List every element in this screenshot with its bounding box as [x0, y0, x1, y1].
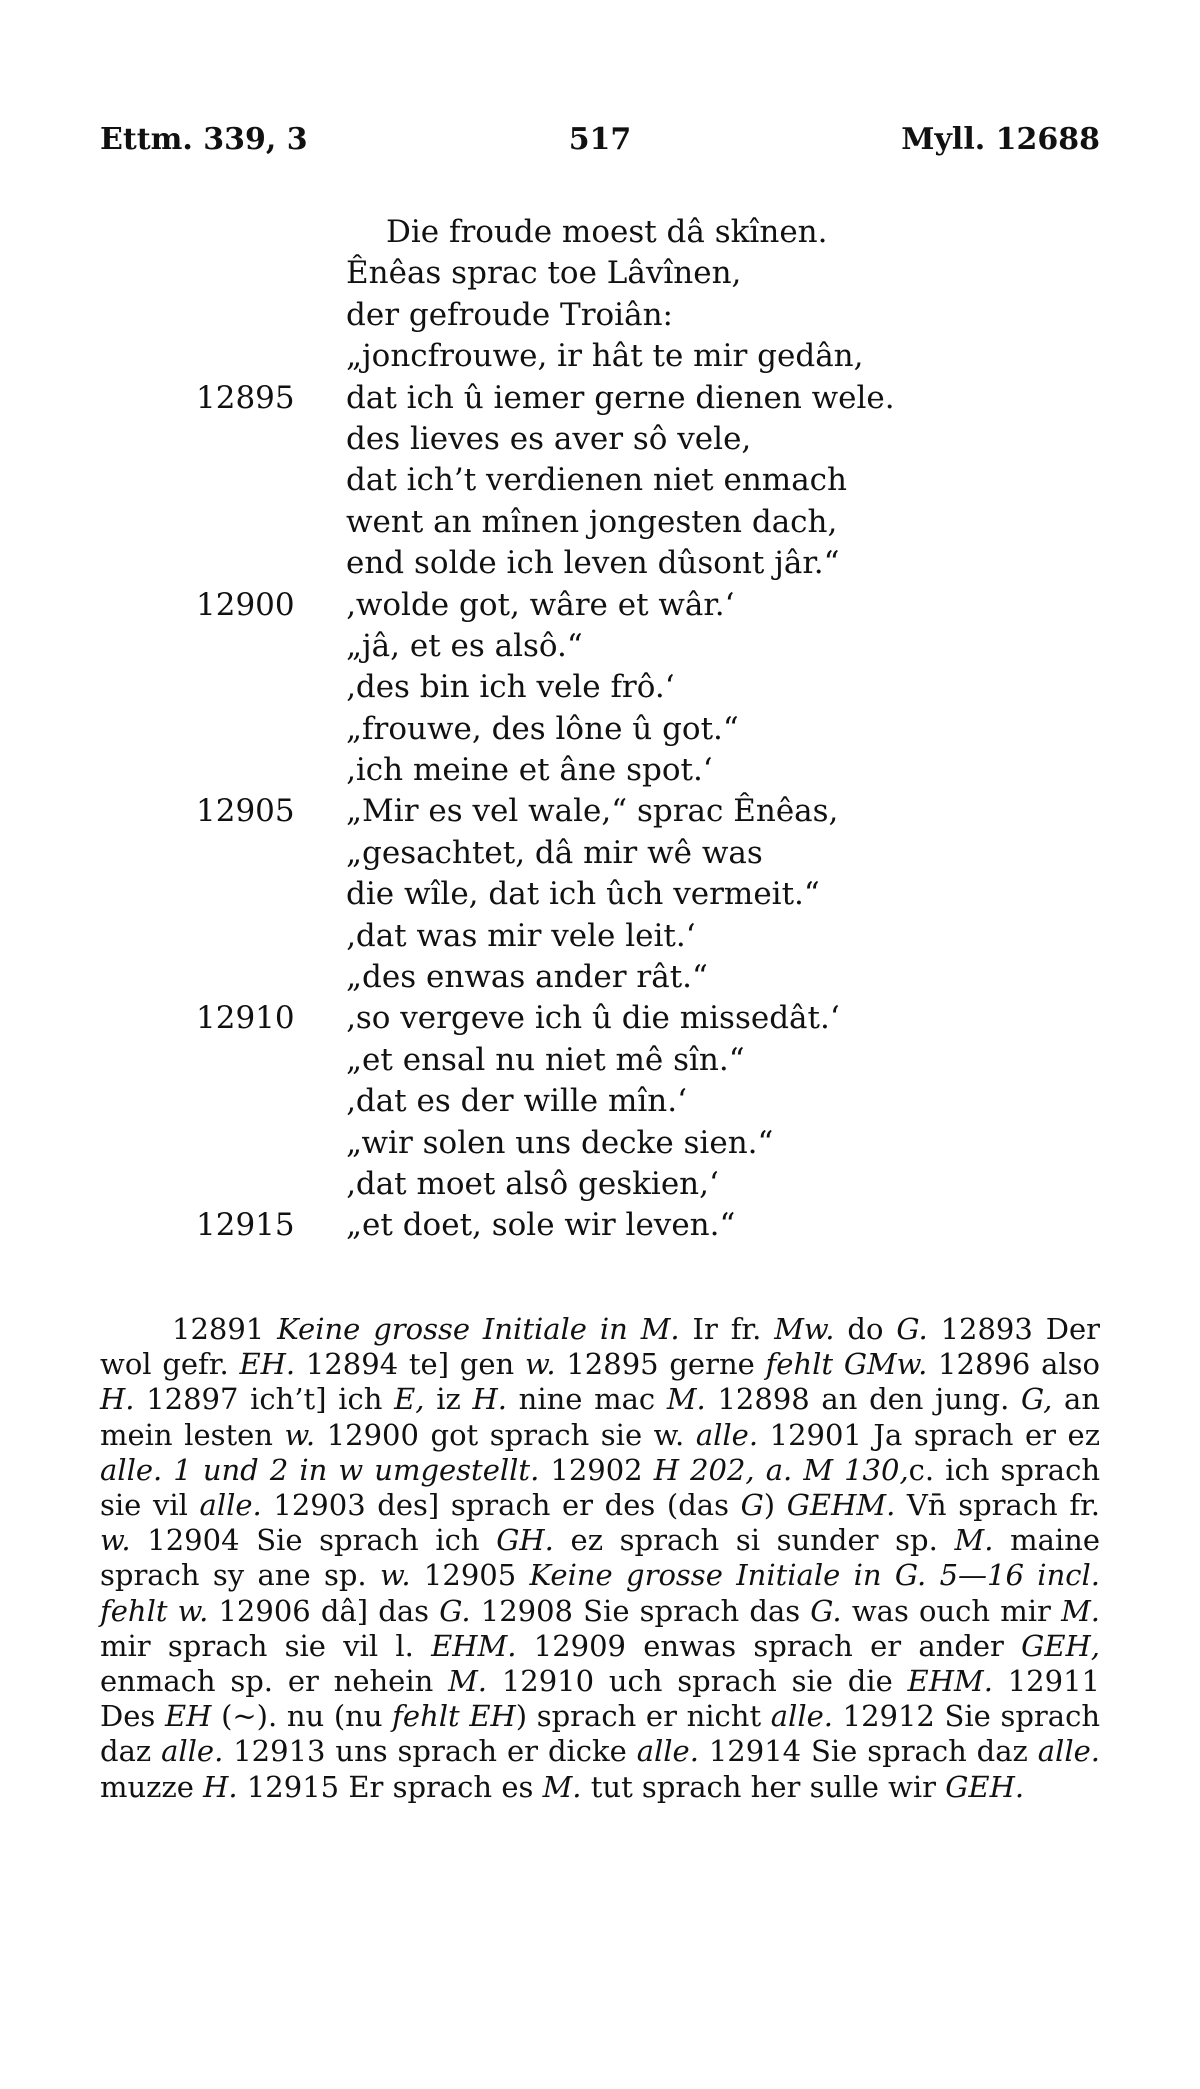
apparatus-text: c. ich sprach sie vil: [100, 1452, 1100, 1523]
verse-line: [0, 502, 1200, 543]
apparatus-text: 12912 Sie sprach daz: [100, 1699, 1100, 1769]
apparatus-text: ez sprach si sunder sp.: [553, 1523, 955, 1558]
apparatus-siglum: fehlt GMw.: [765, 1347, 928, 1382]
apparatus-siglum: Keine grosse Initiale in G. 5—16 incl. fehlt w.: [100, 1558, 1100, 1628]
verse-line: [0, 378, 1200, 419]
verse-line: [0, 1040, 1200, 1081]
apparatus-siglum: Mw.: [774, 1312, 835, 1346]
apparatus-siglum: EHM.: [907, 1664, 993, 1699]
verse-line: [0, 585, 1200, 626]
verse-line-text: ‚wolde got, wâre et wâr.‘: [346, 586, 735, 623]
line-number: 12900: [196, 586, 295, 623]
verse-line-text: „des enwas ander rât.“: [346, 959, 708, 996]
apparatus-text: 12897 ich’t] ich: [134, 1382, 395, 1417]
apparatus-siglum: w.: [284, 1417, 316, 1452]
apparatus-text: 12905: [410, 1558, 530, 1593]
apparatus-paragraph: [100, 1312, 1100, 1805]
verse-line: [0, 295, 1200, 336]
apparatus-text: 12900 got sprach sie w.: [315, 1417, 696, 1452]
apparatus-text: ): [763, 1488, 787, 1523]
apparatus-siglum: alle. 1 und 2 in w umgestellt.: [100, 1452, 540, 1487]
verse-line-text: „Mir es vel wale,“ sprac Ênêas,: [346, 793, 839, 830]
apparatus-siglum: alle.: [199, 1488, 262, 1523]
line-number: 12910: [196, 1000, 295, 1037]
apparatus-siglum: E,: [394, 1382, 425, 1417]
verse-line: [0, 626, 1200, 667]
apparatus-siglum: M.: [448, 1664, 488, 1699]
apparatus-siglum: w.: [379, 1558, 411, 1593]
apparatus-text: ) sprach er nicht: [515, 1699, 771, 1734]
verse-line-text: dat ich’t verdienen niet enmach: [346, 462, 848, 499]
apparatus-text: 12915 Er sprach es: [237, 1769, 543, 1804]
apparatus-siglum: alle.: [636, 1734, 699, 1769]
apparatus-text: (~). nu (nu: [211, 1699, 393, 1734]
apparatus-siglum: M.: [1061, 1593, 1101, 1628]
apparatus-siglum: w.: [100, 1523, 131, 1558]
apparatus-text: 12891: [172, 1312, 278, 1346]
verse-line-text: des lieves es aver sô vele,: [346, 420, 752, 457]
verse-line: [0, 750, 1200, 791]
verse-line-text: Ênêas sprac toe Lâvînen,: [346, 255, 742, 292]
apparatus-siglum: M.: [954, 1523, 994, 1558]
apparatus-siglum: EHM.: [431, 1628, 517, 1663]
running-head-left: Ettm. 339, 3: [100, 122, 308, 157]
apparatus-text: 12898 an den jung.: [705, 1382, 1021, 1417]
apparatus-siglum: H.: [472, 1382, 507, 1417]
verse-line: [0, 791, 1200, 832]
apparatus-text: enmach sp. er nehein: [100, 1664, 449, 1699]
apparatus-text: was ouch mir: [841, 1593, 1062, 1628]
apparatus-siglum: G.: [439, 1593, 471, 1628]
apparatus-text: maine sprach sy ane sp.: [100, 1523, 1100, 1593]
apparatus-siglum: H.: [203, 1769, 238, 1804]
verse-line-text: ‚des bin ich vele frô.‘: [346, 669, 675, 706]
apparatus-siglum: M.: [666, 1382, 706, 1417]
apparatus-siglum: fehlt EH: [392, 1699, 516, 1734]
apparatus-text: 12906 dâ] das: [208, 1593, 440, 1628]
verse-line-text: went an mînen jongesten dach,: [346, 503, 838, 540]
verse-text: [0, 212, 1200, 1247]
verse-line: [0, 1081, 1200, 1122]
apparatus-siglum: Keine grosse Initiale in M.: [277, 1312, 680, 1346]
verse-line-text: end solde ich leven dûsont jâr.“: [346, 545, 840, 582]
apparatus-text: mir sprach sie vil l.: [100, 1628, 432, 1663]
verse-line: [0, 543, 1200, 584]
verse-line-text: ‚dat es der wille mîn.‘: [346, 1083, 687, 1120]
apparatus-siglum: M.: [542, 1769, 582, 1804]
apparatus-text: 12894 te] gen: [295, 1347, 525, 1382]
apparatus-text: 12901 Ja sprach er ez: [758, 1417, 1100, 1452]
verse-line: [0, 336, 1200, 377]
running-head-right: Myll. 12688: [901, 122, 1100, 157]
apparatus-text: 12913 uns sprach er dicke: [223, 1734, 637, 1769]
verse-line: [0, 916, 1200, 957]
verse-line-text: „et doet, sole wir leven.“: [346, 1207, 736, 1244]
verse-line-text: „jâ, et es alsô.“: [346, 627, 583, 664]
verse-line: [0, 419, 1200, 460]
apparatus-text: 12908 Sie sprach das: [470, 1593, 811, 1628]
verse-line-text: „gesachtet, dâ mir wê was: [346, 834, 763, 871]
apparatus-siglum: H 202, a. M 130,: [653, 1452, 909, 1487]
verse-line: [0, 253, 1200, 294]
verse-line-text: ‚ich meine et âne spot.‘: [346, 752, 713, 789]
apparatus-siglum: G: [740, 1488, 764, 1523]
verse-line: [0, 460, 1200, 501]
verse-line-text: „frouwe, des lône û got.“: [346, 710, 739, 747]
verse-line: [0, 998, 1200, 1039]
line-number: 12905: [196, 793, 295, 830]
critical-apparatus: [100, 1312, 1100, 1805]
apparatus-text: 12904 Sie sprach ich: [130, 1523, 497, 1558]
verse-line: [0, 874, 1200, 915]
apparatus-text: 12909 enwas sprach er ander: [516, 1628, 1022, 1663]
apparatus-text: nine mac: [506, 1382, 667, 1417]
apparatus-text: 12910 uch sprach sie die: [487, 1664, 908, 1699]
line-number: 12915: [196, 1207, 295, 1244]
verse-line-text: Die froude moest dâ skînen.: [386, 214, 828, 250]
verse-line-text: ‚dat was mir vele leit.‘: [346, 917, 696, 954]
apparatus-text: an mein lesten: [100, 1382, 1101, 1452]
verse-line-text: „joncfrouwe, ir hât te mir gedân,: [346, 338, 864, 375]
apparatus-text: 12893 Der wol gefr.: [100, 1312, 1100, 1382]
verse-line: [0, 1123, 1200, 1164]
apparatus-text: 12895 gerne: [555, 1347, 766, 1382]
apparatus-text: iz: [424, 1382, 473, 1417]
verse-line-text: der gefroude Troiân:: [346, 296, 673, 333]
apparatus-siglum: G.: [896, 1312, 928, 1346]
verse-line: [0, 833, 1200, 874]
page-number: 517: [568, 122, 632, 157]
verse-line: [0, 957, 1200, 998]
apparatus-siglum: w.: [524, 1347, 556, 1382]
verse-line-text: dat ich û iemer gerne dienen wele.: [346, 379, 895, 416]
verse-line: [0, 667, 1200, 708]
apparatus-siglum: G.: [810, 1593, 842, 1628]
apparatus-text: 12914 Sie sprach daz: [698, 1734, 1038, 1769]
verse-line-text: die wîle, dat ich ûch vermeit.“: [346, 876, 820, 913]
apparatus-text: Vn̄ sprach fr.: [895, 1488, 1100, 1523]
apparatus-text: 12902: [539, 1452, 654, 1487]
apparatus-text: tut sprach her sulle wir: [581, 1769, 946, 1804]
line-number: 12895: [196, 379, 295, 416]
verse-line-text: ‚so vergeve ich û die missedât.‘: [346, 1000, 840, 1037]
verse-line: [0, 1205, 1200, 1246]
page-header: [100, 122, 1100, 162]
apparatus-siglum: GEH,: [1021, 1628, 1100, 1663]
apparatus-siglum: G,: [1020, 1382, 1053, 1417]
verse-line: [0, 709, 1200, 750]
apparatus-text: 12911 Des: [100, 1664, 1100, 1734]
apparatus-siglum: alle.: [695, 1417, 759, 1452]
apparatus-siglum: H.: [100, 1382, 135, 1417]
verse-line-text: „wir solen uns decke sien.“: [346, 1124, 774, 1161]
apparatus-text: do: [834, 1312, 897, 1346]
apparatus-siglum: GEHM.: [786, 1488, 896, 1523]
apparatus-text: Ir fr.: [679, 1312, 775, 1346]
apparatus-text: 12903 des] sprach er des (das: [261, 1488, 741, 1523]
apparatus-text: 12896 also: [927, 1347, 1100, 1382]
apparatus-siglum: GH.: [496, 1523, 554, 1558]
apparatus-siglum: alle.: [161, 1734, 224, 1769]
apparatus-siglum: alle.: [770, 1699, 833, 1734]
verse-line-text: „et ensal nu niet mê sîn.“: [346, 1041, 745, 1078]
apparatus-siglum: alle.: [1037, 1734, 1100, 1769]
apparatus-siglum: EH.: [239, 1347, 296, 1382]
apparatus-siglum: EH: [164, 1699, 212, 1734]
apparatus-text: muzze: [100, 1769, 204, 1804]
apparatus-siglum: GEH.: [945, 1769, 1025, 1804]
verse-line: [0, 1164, 1200, 1205]
verse-line: [0, 212, 1200, 253]
verse-line-text: ‚dat moet alsô geskien,‘: [346, 1165, 719, 1202]
